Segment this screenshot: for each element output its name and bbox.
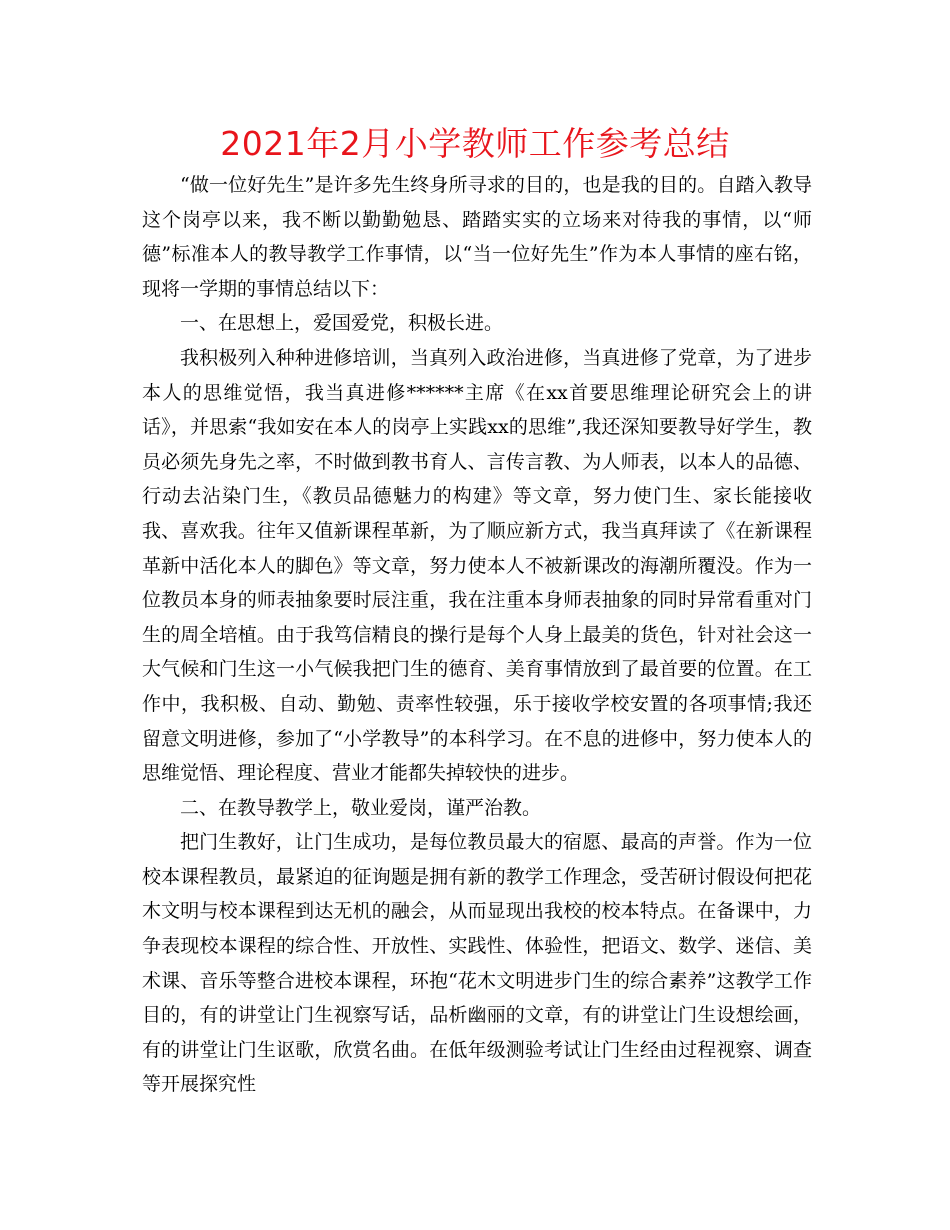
paragraph-intro: “做一位好先生”是许多先生终身所寻求的目的，也是我的目的。自踏入教导这个岗亭以来，我不断以勤勤勉恳、踏踏实实的立场来对待我的事情，以“师德”标准本人的教导教学工作事情，以“当一位好先生”作为本人事情的座右铭，现将一学期的事情总结以下： bbox=[142, 174, 812, 300]
document-title: 2021年2月小学教师工作参考总结 bbox=[220, 124, 730, 163]
paragraph-section-2: 把门生教好，让门生成功，是每位教员最大的宿愿、最高的声誉。作为一位校本课程教员，最紧迫的征询题是拥有新的教学工作理念，受苦研讨假设何把花木文明与校本课程到达无机的融会，从而显现出我校的校本特点。在备课中，力争表现校本课程的综合性、开放性、实践性、体验性，把语文、数学、迷信、美术课、音乐等整合进校本课程，环抱“花木文明进步门生的综合素养”这教学工作目的，有的讲堂让门生视察写话，品析幽丽的文章，有的讲堂让门生设想绘画，有的讲堂让门生讴歌，欣赏名曲。在低年级测验考试让门生经由过程视察、调查等开展探究性 bbox=[142, 831, 812, 1096]
section-heading-2: 二、在教导教学上，敬业爱岗，谨严治教。 bbox=[180, 796, 542, 819]
document-body bbox=[142, 168, 812, 1102]
section-heading-1: 一、在思想上，爱国爱党，积极长进。 bbox=[180, 312, 504, 335]
paragraph-section-1: 我积极列入种种进修培训，当真列入政治进修，当真进修了党章，为了进步本人的思维觉悟，我当真进修******主席《在xx首要思维理论研究会上的讲话》，并思索“我如安在本人的岗亭上实践xx的思维”,我还深知要教导好学生，教员必须先身先之率，不时做到教书育人、言传言教、为人师表，以本人的品德、行动去沾染门生，《教员品德魅力的构建》等文章，努力使门生、家长能接收我、喜欢我。往年又值新课程革新，为了顺应新方式，我当真拜读了《在新课程革新中活化本人的脚色》等文章，努力使本人不被新课改的海潮所覆没。作为一位教员本身的师表抽象要时辰注重，我在注重本身师表抽象的同时异常看重对门生的周全培植。由于我笃信精良的操行是每个人身上最美的货色，针对社会这一大气候和门生这一小气候我把门生的德育、美育事情放到了最首要的位置。在工作中，我积极、自动、勤勉、责率性较强，乐于接收学校安置的各项事情;我还留意文明进修，参加了“小学教导”的本科学习。在不息的进修中，努力使本人的思维觉悟、理论程度、营业才能都失掉较快的进步。 bbox=[142, 346, 812, 785]
